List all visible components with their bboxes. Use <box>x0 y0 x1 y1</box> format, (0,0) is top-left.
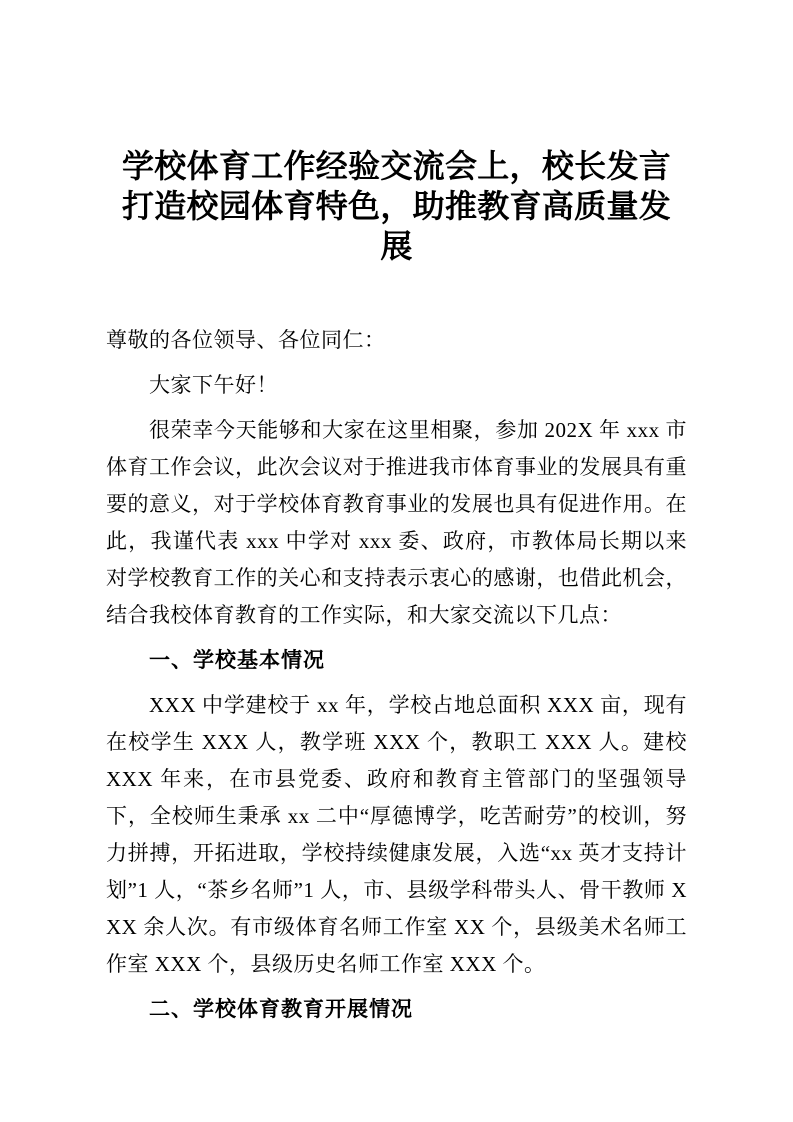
document-title: 学校体育工作经验交流会上，校长发言打造校园体育特色，助推教育高质量发展 <box>121 148 672 264</box>
section-heading: 一、学校基本情况 <box>149 649 325 672</box>
paragraph: 尊敬的各位领导、各位同仁： <box>106 328 386 352</box>
paragraph: 大家下午好！ <box>149 373 278 397</box>
document-body <box>106 322 687 1028</box>
section-heading: 二、学校体育教育开展情况 <box>149 998 413 1021</box>
paragraph: 很荣幸今天能够和大家在这里相聚，参加 202X 年 xxx 市体育工作会议，此次会议对于推进我市体育事业的发展具有重要的意义，对于学校体育教育事业的发展也具有促进作用。在此，我谨代表 xxx 中学对 xxx 委、政府，市教体局长期以来对学校教育工作的关心和支持表示衷心的感谢，也借此机会，结合我校体育教育的工作实际，和大家交流以下几点： <box>106 418 687 627</box>
paragraph: XXX 中学建校于 xx 年，学校占地总面积 XXX 亩，现有在校学生 XXX 人，教学班 XXX 个，教职工 XXX 人。建校 XXX 年来，在市县党委、政府和教育主管部门的坚强领导下，全校师生秉承 xx 二中“厚德博学，吃苦耐劳”的校训，努力拼搏，开拓进取，学校持续健康发展，入选“xx 英才支持计划”1 人，“茶乡名师”1 人，市、县级学科带头人、骨干教师 XXX 余人次。有市级体育名师工作室 XX 个，县级美术名师工作室 XXX 个，县级历史名师工作室 XXX 个。 <box>106 693 687 976</box>
